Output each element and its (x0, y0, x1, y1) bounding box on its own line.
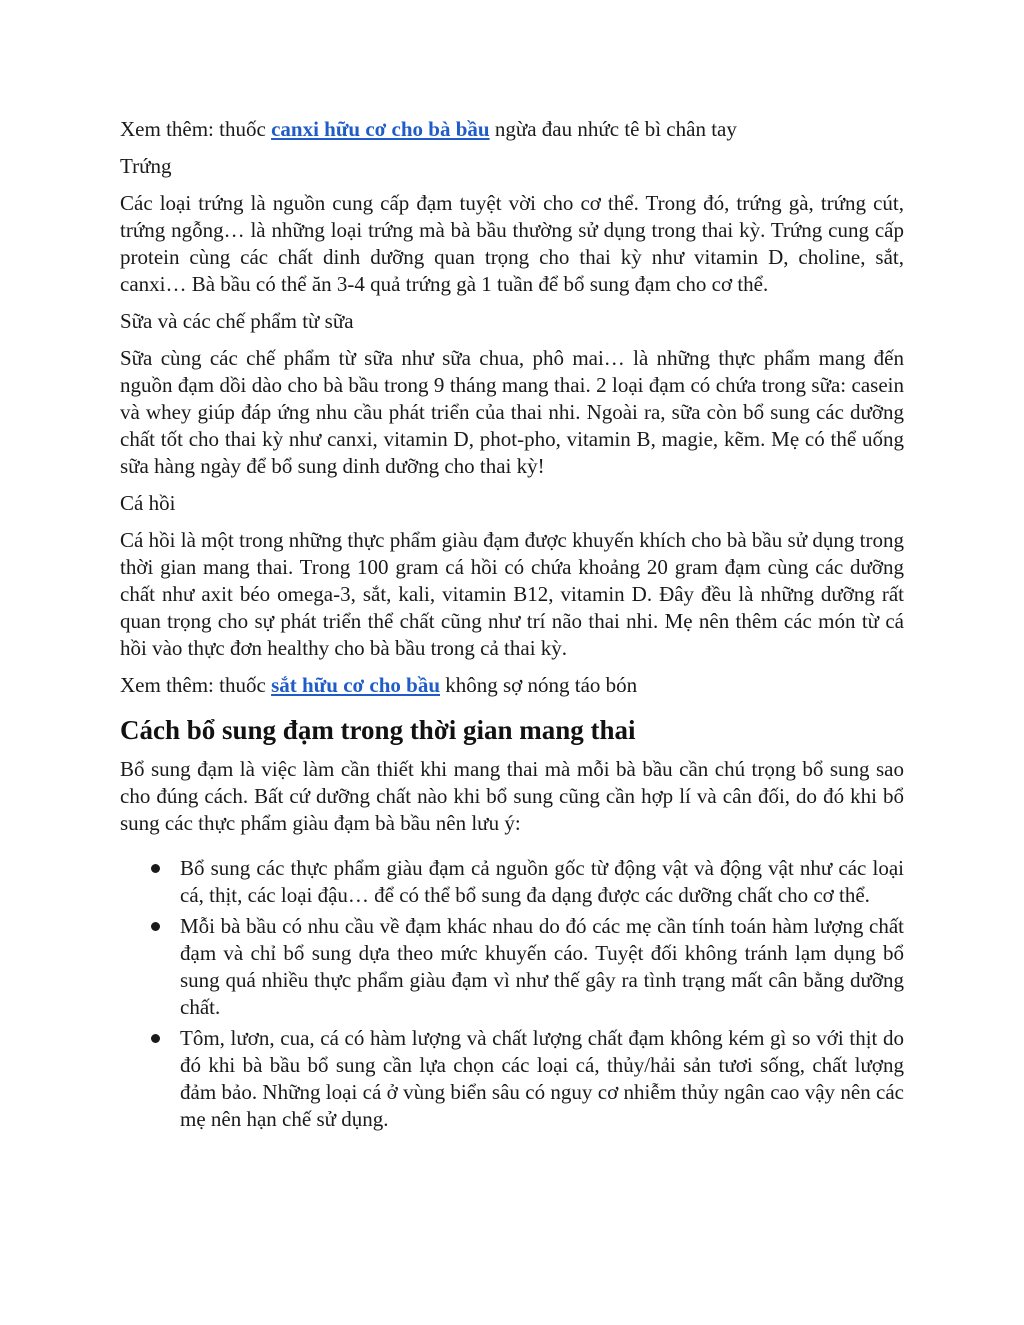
section-heading: Cách bổ sung đạm trong thời gian mang thai (120, 715, 636, 745)
bullet-icon (151, 922, 160, 931)
list-item (120, 855, 904, 909)
bullet-icon (151, 1034, 160, 1043)
bullet-icon (151, 864, 160, 873)
intro-paragraph: Bổ sung đạm là việc làm cần thiết khi mang thai mà mỗi bà bầu cần chú trọng bổ sung sao cho đúng cách. Bất cứ dưỡng chất nào khi bổ sung cũng cần hợp lí và cân đối, do đó khi bổ sung các thực phẩm giàu đạm bà bầu nên lưu ý: (120, 757, 904, 835)
bullet-list (120, 855, 904, 1133)
paragraph-eggs: Các loại trứng là nguồn cung cấp đạm tuyệt vời cho cơ thể. Trong đó, trứng gà, trứng cút, trứng ngỗng… là những loại trứng mà bà bầu thường sử dụng trong thai kỳ. Trứng cung cấp protein cùng các chất dinh dưỡng quan trọng cho thai kỳ như vitamin D, choline, sắt, canxi… Bà bầu có thể ăn 3-4 quả trứng gà 1 tuần để bổ sung đạm cho cơ thể. (120, 191, 904, 296)
subheading-salmon: Cá hồi (120, 491, 176, 515)
paragraph-salmon: Cá hồi là một trong những thực phẩm giàu đạm được khuyến khích cho bà bầu sử dụng trong thời gian mang thai. Trong 100 gram cá hồi có chứa khoảng 20 gram đạm cùng các dưỡng chất như axit béo omega-3, sắt, kali, vitamin B12, vitamin D. Đây đều là những dưỡng rất quan trọng cho sự phát triển thể chất cũng như trí não thai nhi. Mẹ nên thêm các món từ cá hồi vào thực đơn healthy cho bà bầu trong cả thai kỳ. (120, 528, 904, 660)
document-page (120, 116, 904, 1137)
sat-link[interactable]: sắt hữu cơ cho bầu (271, 673, 440, 697)
see-also-suffix: ngừa đau nhức tê bì chân tay (489, 117, 737, 141)
canxi-link[interactable]: canxi hữu cơ cho bà bầu (271, 117, 490, 141)
list-item-text: Mỗi bà bầu có nhu cầu về đạm khác nhau do đó các mẹ cần tính toán hàm lượng chất đạm và chỉ bổ sung dựa theo mức khuyến cáo. Tuyệt đối không tránh lạm dụng bổ sung quá nhiều thực phẩm giàu đạm vì như thế gây ra tình trạng mất cân bằng dưỡng chất. (180, 914, 904, 1019)
see-also-suffix: không sợ nóng táo bón (440, 673, 638, 697)
subheading-milk: Sữa và các chế phẩm từ sữa (120, 309, 354, 333)
paragraph-milk: Sữa cùng các chế phẩm từ sữa như sữa chua, phô mai… là những thực phẩm mang đến nguồn đạm dồi dào cho bà bầu trong 9 tháng mang thai. 2 loại đạm có chứa trong sữa: casein và whey giúp đáp ứng nhu cầu phát triển của thai nhi. Ngoài ra, sữa còn bổ sung các dưỡng chất tốt cho thai kỳ như canxi, vitamin D, phot-pho, vitamin B, magie, kẽm. Mẹ có thể uống sữa hàng ngày để bổ sung dinh dưỡng cho thai kỳ! (120, 346, 904, 478)
list-item-text: Bổ sung các thực phẩm giàu đạm cả nguồn gốc từ động vật và động vật như các loại cá, thịt, các loại đậu… để có thể bổ sung đa dạng được các dưỡng chất cho cơ thể. (180, 856, 904, 907)
list-item (120, 1025, 904, 1133)
list-item (120, 913, 904, 1021)
see-also-line-2 (120, 672, 904, 699)
subheading-eggs: Trứng (120, 154, 172, 178)
see-also-prefix: Xem thêm: thuốc (120, 673, 272, 697)
list-item-text: Tôm, lươn, cua, cá có hàm lượng và chất lượng chất đạm không kém gì so với thịt do đó khi bà bầu bổ sung cần lựa chọn các loại cá, thủy/hải sản tươi sống, chất lượng đảm bảo. Những loại cá ở vùng biển sâu có nguy cơ nhiễm thủy ngân cao vậy nên các mẹ nên hạn chế sử dụng. (180, 1026, 904, 1131)
see-also-prefix: Xem thêm: thuốc (120, 117, 272, 141)
see-also-line-1 (120, 116, 904, 143)
